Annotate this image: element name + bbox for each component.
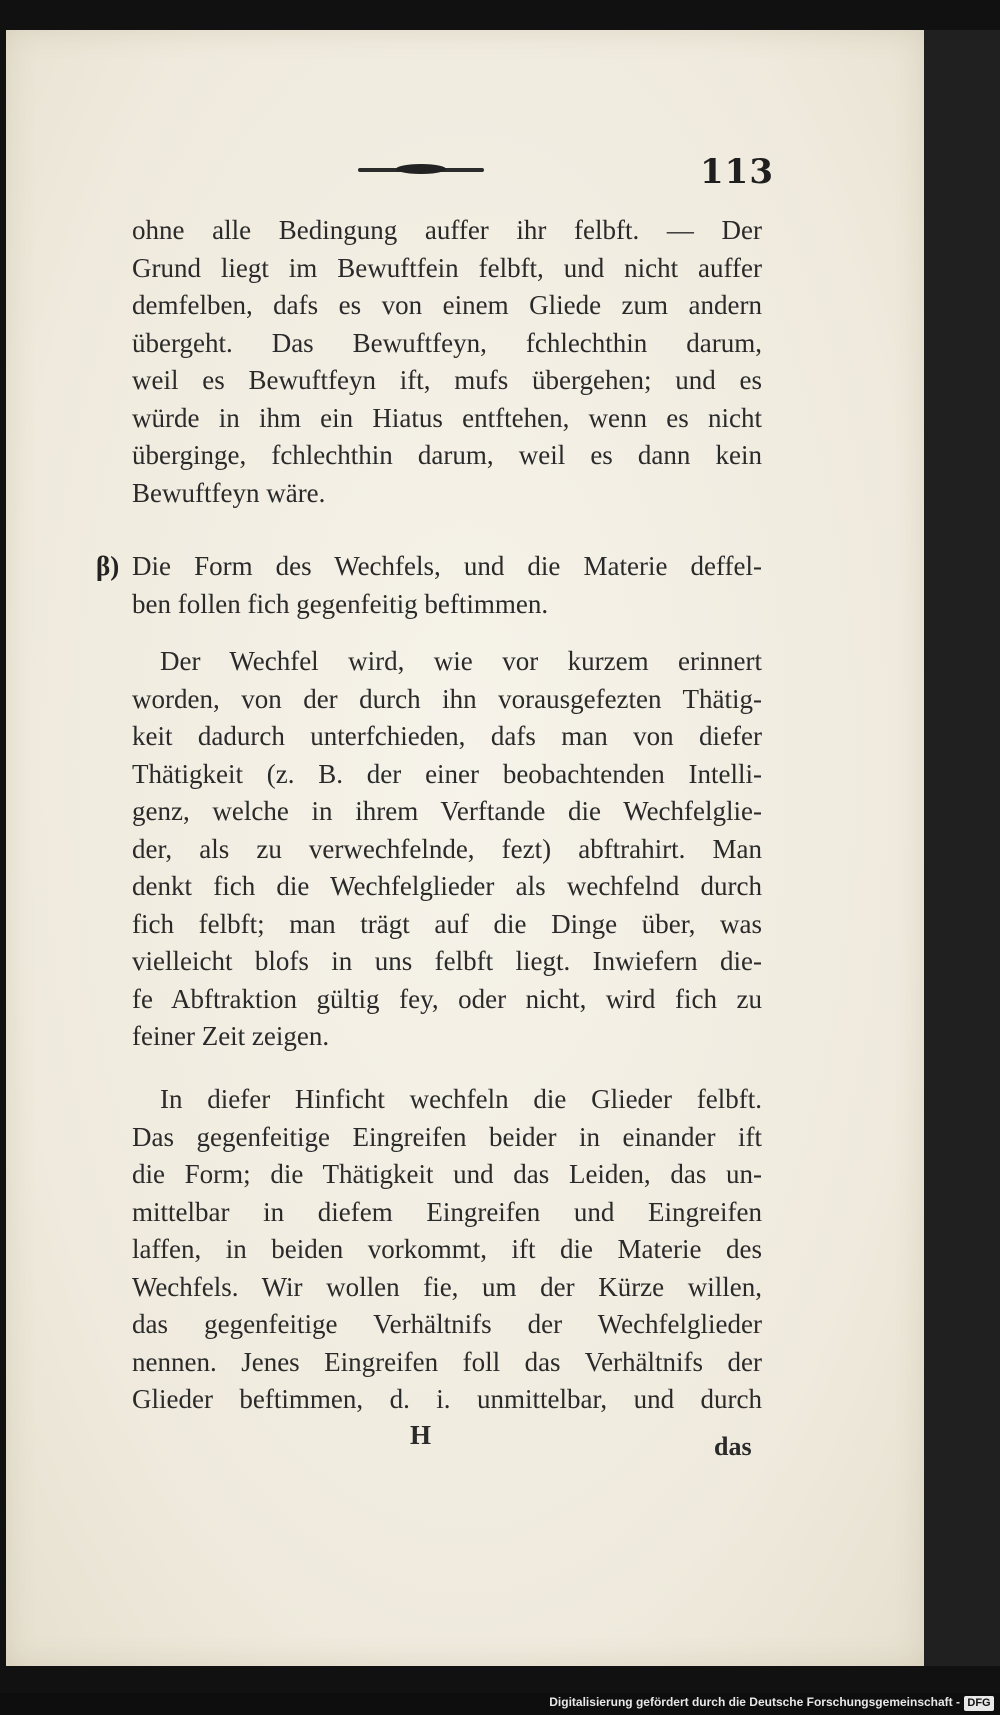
text-line: nennen. Jenes Eingreifen foll das Verhältnifs der (132, 1346, 762, 1377)
text-line: ohne alle Bedingung auffer ihr felbft. — Der (132, 215, 762, 245)
text-line: fich felbft; man trägt auf die Dinge über, was (132, 908, 762, 939)
text-line: feiner Zeit zeigen. (132, 1021, 330, 1051)
text-line: Bewuftfeyn wäre. (132, 477, 326, 508)
text-line: Glieder beftimmen, d. i. unmittelbar, und durch (132, 1384, 762, 1414)
text-line: Thätigkeit (z. B. der einer beobachtenden Intelli- (132, 758, 762, 789)
header-rule-center (396, 164, 446, 174)
signature-mark: H (410, 1420, 432, 1450)
text-line: mittelbar in diefem Eingreifen und Eingreifen (132, 1196, 762, 1227)
text-line: worden, von der durch ihn vorausgefezten Thätig- (132, 683, 762, 714)
text-line: Wechfels. Wir wollen fie, um der Kürze willen, (132, 1271, 762, 1302)
dfg-logo: DFG (964, 1696, 994, 1711)
text-line: genz, welche in ihrem Verftande die Wechfelglie- (132, 796, 762, 826)
text-line: das gegenfeitige Verhältnifs der Wechfelglieder (132, 1309, 762, 1339)
section-marker: β) (96, 551, 120, 581)
text-line: weil es Bewuftfeyn ift, mufs übergehen; und es (132, 365, 762, 395)
text-line: fe Abftraktion gültig fey, oder nicht, wird fich zu (132, 983, 762, 1014)
text-line: die Form; die Thätigkeit und das Leiden, das un- (132, 1159, 762, 1189)
footer-bar (0, 1693, 1000, 1715)
paragraph-1 (132, 212, 762, 512)
text-line: demfelben, dafs es von einem Gliede zum andern (132, 290, 762, 320)
text-line: keit dadurch unterfchieden, dafs man von diefer (132, 721, 762, 751)
text-line: vielleicht blofs in uns felbft liegt. Inwiefern die- (132, 946, 762, 976)
page-edge-shadow (924, 30, 1000, 1666)
text-line: würde in ihm ein Hiatus entftehen, wenn es nicht (132, 402, 762, 433)
text-line: Der Wechfel wird, wie vor kurzem erinnert (160, 646, 762, 676)
text-line: Das gegenfeitige Eingreifen beider in einander ift (132, 1121, 762, 1152)
funding-notice: Digitalisierung gefördert durch die Deutsche Forschungsgemeinschaft - (549, 1695, 960, 1709)
paragraph-2 (132, 548, 762, 623)
paragraph-4 (132, 1081, 762, 1419)
paragraph-3 (132, 643, 762, 1056)
text-line: Grund liegt im Bewuftfein felbft, und nicht auffer (132, 252, 762, 283)
text-line: übergeht. Das Bewuftfeyn, fchlechthin darum, (132, 327, 762, 358)
text-line: Die Form des Wechfels, und die Materie deffel- (132, 551, 762, 581)
text-line: überginge, fchlechthin darum, weil es dann kein (132, 440, 762, 470)
text-line: In diefer Hinficht wechfeln die Glieder felbft. (160, 1084, 762, 1114)
text-line: denkt fich die Wechfelglieder als wechfelnd durch (132, 871, 762, 901)
catchword: das (714, 1432, 752, 1461)
text-line: laffen, in beiden vorkommt, ift die Materie des (132, 1234, 762, 1264)
page-number: 113 (700, 152, 774, 192)
text-line: der, als zu verwechfelnde, fezt) abftrahirt. Man (132, 833, 762, 864)
text-line: ben follen fich gegenfeitig beftimmen. (132, 588, 549, 619)
